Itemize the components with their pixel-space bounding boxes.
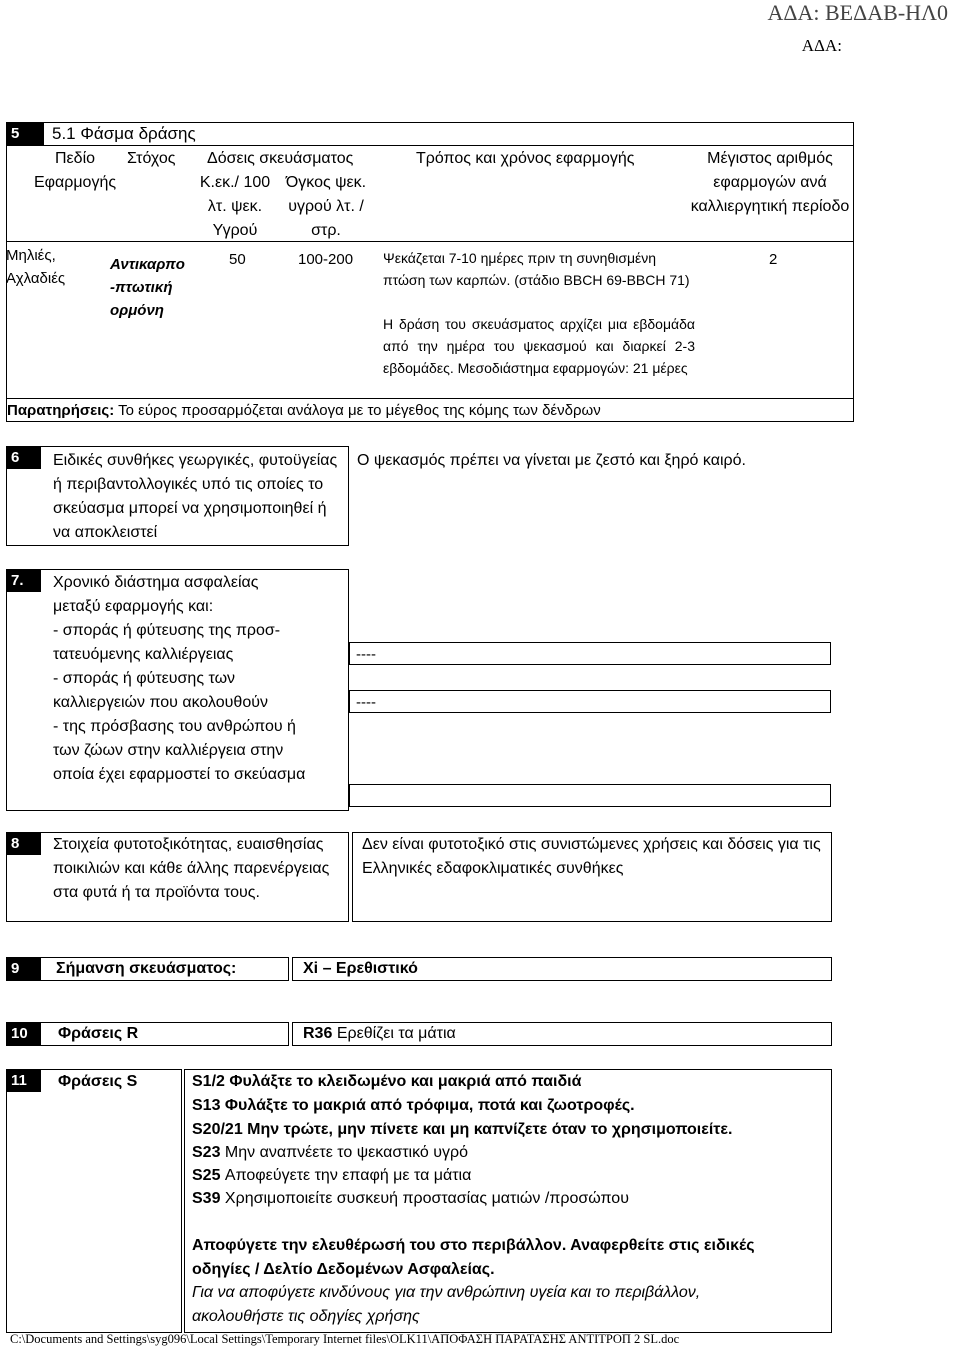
r36-code: R36 <box>303 1025 333 1042</box>
s23-code: S23 <box>192 1144 221 1161</box>
section-7-label-6: - της πρόσβασης του ανθρώπου ή των ζώων στην καλλιέργεια στην οποία έχει εφαρμοστεί το σκεύασμα <box>53 718 306 783</box>
section-10-number: 10 <box>7 1023 41 1045</box>
section-7-label-4: - σποράς ή φύτευσης των <box>53 670 236 687</box>
section-6-value: Ο ψεκασμός πρέπει να γίνεται με ζεστό και ξηρό καιρό. <box>357 452 746 469</box>
row-tropos-1: Ψεκάζεται 7-10 ημέρες πριν τη συνηθισμένη πτώση των καρπών. (στάδιο BBCH 69-BBCH 71) <box>383 250 690 288</box>
section-10-label-box <box>6 1022 289 1046</box>
row-megistos: 2 <box>769 251 778 268</box>
col-header-stoxos: Στόχος <box>127 150 176 167</box>
section-10-label: Φράσεις R <box>58 1025 139 1042</box>
section-9-label: Σήμανση σκευάσματος: <box>56 960 237 977</box>
s23-text: Μην αναπνέετε το ψεκαστικό υγρό <box>224 1144 468 1161</box>
col-header-megistos: Μέγιστος αριθμός εφαρμογών ανά καλλιεργητική περίοδο <box>690 150 850 215</box>
s-phrase-2: S13 Φυλάξτε το μακριά από τρόφιμα, ποτά και ζωοτροφές. <box>192 1097 635 1114</box>
footer-file-path: C:\Documents and Settings\syg096\Local Settings\Temporary Internet files\OLK11\ΑΠΟΦΑΣΗ ΠΑΡΑΤΑΣΗΣ ΑΝΤΙΤΡΟΠ 2 SL.doc <box>10 1332 680 1346</box>
s-phrase-1: S1/2 Φυλάξτε το κλειδωμένο και μακριά από παιδιά <box>192 1073 582 1090</box>
section-7-value-3 <box>349 784 831 807</box>
section-5-number: 5 <box>7 123 43 145</box>
section-11-label-box <box>6 1069 182 1333</box>
section-7-label-2: - σποράς ή φύτευσης της προσ- <box>53 622 281 639</box>
s25-text: Αποφεύγετε την επαφή με τα μάτια <box>224 1167 472 1184</box>
section-11-label: Φράσεις S <box>58 1073 138 1090</box>
section-7-value-1: ---- <box>349 642 831 665</box>
section-8-number: 8 <box>7 833 41 855</box>
section-6-number: 6 <box>7 447 41 469</box>
notes-label: Παρατηρήσεις: <box>7 402 115 419</box>
section-7-value-2: ---- <box>349 690 831 713</box>
section-7-label-5: καλλιεργειών που ακολουθούν <box>53 694 268 711</box>
section-11-number: 11 <box>7 1070 41 1092</box>
s25-code: S25 <box>192 1167 221 1184</box>
section-7-label-1: Χρονικό διάστημα ασφαλείας μεταξύ εφαρμογής και: <box>53 574 259 615</box>
col-header-ogkos: Όγκος ψεκ. υγρού λτ. / στρ. <box>285 174 367 239</box>
section-9-number: 9 <box>7 958 41 980</box>
col-header-tropos: Τρόπος και χρόνος εφαρμογής <box>416 150 635 167</box>
ada-title: ΑΔΑ: ΒΕΔΑΒ-ΗΛ0 <box>767 0 948 25</box>
s-phrase-4 <box>192 1141 468 1165</box>
s39-text: Χρησιμοποιείτε συσκευή προστασίας ματιών /προσώπου <box>224 1190 629 1207</box>
r36-text: Ερεθίζει τα μάτια <box>336 1025 456 1042</box>
ada-label: ΑΔΑ: <box>801 36 842 55</box>
row-pedio: Μηλιές, Αχλαδιές <box>6 247 66 287</box>
notes-text: Το εύρος προσαρμόζεται ανάλογα με το μέγεθος της κόμης των δένδρων <box>118 402 601 419</box>
row-stoxos: Αντικαρπο -πτωτική ορμόνη <box>110 256 185 319</box>
row-kek: 50 <box>229 251 246 268</box>
col-header-pedio: Πεδίο Εφαρμογής <box>33 150 117 191</box>
section-5-title: 5.1 Φάσμα δράσης <box>52 124 196 143</box>
section-8-value: Δεν είναι φυτοτοξικό στις συνιστώμενες χρήσεις και δόσεις για τις Ελληνικές εδαφοκλιματικές συνθήκες <box>362 836 821 877</box>
section-10-value <box>303 1022 456 1046</box>
section-9-value: Xi – Ερεθιστικό <box>303 960 418 977</box>
section-5-notes <box>7 399 601 422</box>
row-ogkos: 100-200 <box>298 251 354 268</box>
section-7-label-3: τατευόμενης καλλιέργειας <box>53 646 234 663</box>
col-header-kek: Κ.εκ./ 100 λτ. ψεκ. Υγρού <box>199 174 271 239</box>
s-phrase-6 <box>192 1187 629 1211</box>
section-8-label: Στοιχεία φυτοτοξικότητας, ευαισθησίας ποικιλιών και κάθε άλλης παρενέργειας στα φυτά ή τα προϊόντα τους. <box>53 836 330 901</box>
row-tropos-2: Η δράση του σκευάσματος αρχίζει μια εβδομάδα από την ημέρα του ψεκασμού και διαρκεί 2-3 εβδομάδες. Μεσοδιάστημα εφαρμογών: 21 μέρες <box>383 316 695 376</box>
s-phrase-5 <box>192 1164 471 1188</box>
section-7-number: 7. <box>7 570 41 592</box>
s-phrase-3: S20/21 Μην τρώτε, μην πίνετε και μη καπνίζετε όταν το χρησιμοποιείτε. <box>192 1121 733 1138</box>
col-header-doseis: Δόσεις σκευάσματος <box>207 150 354 167</box>
s39-code: S39 <box>192 1190 221 1207</box>
environment-instructions: Για να αποφύγετε κινδύνους για την ανθρώπινη υγεία και το περιβάλλον, ακολουθήστε τις οδηγίες χρήσης <box>192 1284 701 1325</box>
environment-warning: Αποφύγετε την ελευθέρωσή του στο περιβάλλον. Αναφερθείτε στις ειδικές οδηγίες / Δελτίο Δεδομένων Ασφαλείας. <box>192 1237 755 1278</box>
section-6-label: Ειδικές συνθήκες γεωργικές, φυτοϋγείας ή περιβαντολλογικές υπό τις οποίες το σκεύασμα μπορεί να χρησιμοποιηθεί ή να αποκλειστεί <box>53 452 338 541</box>
